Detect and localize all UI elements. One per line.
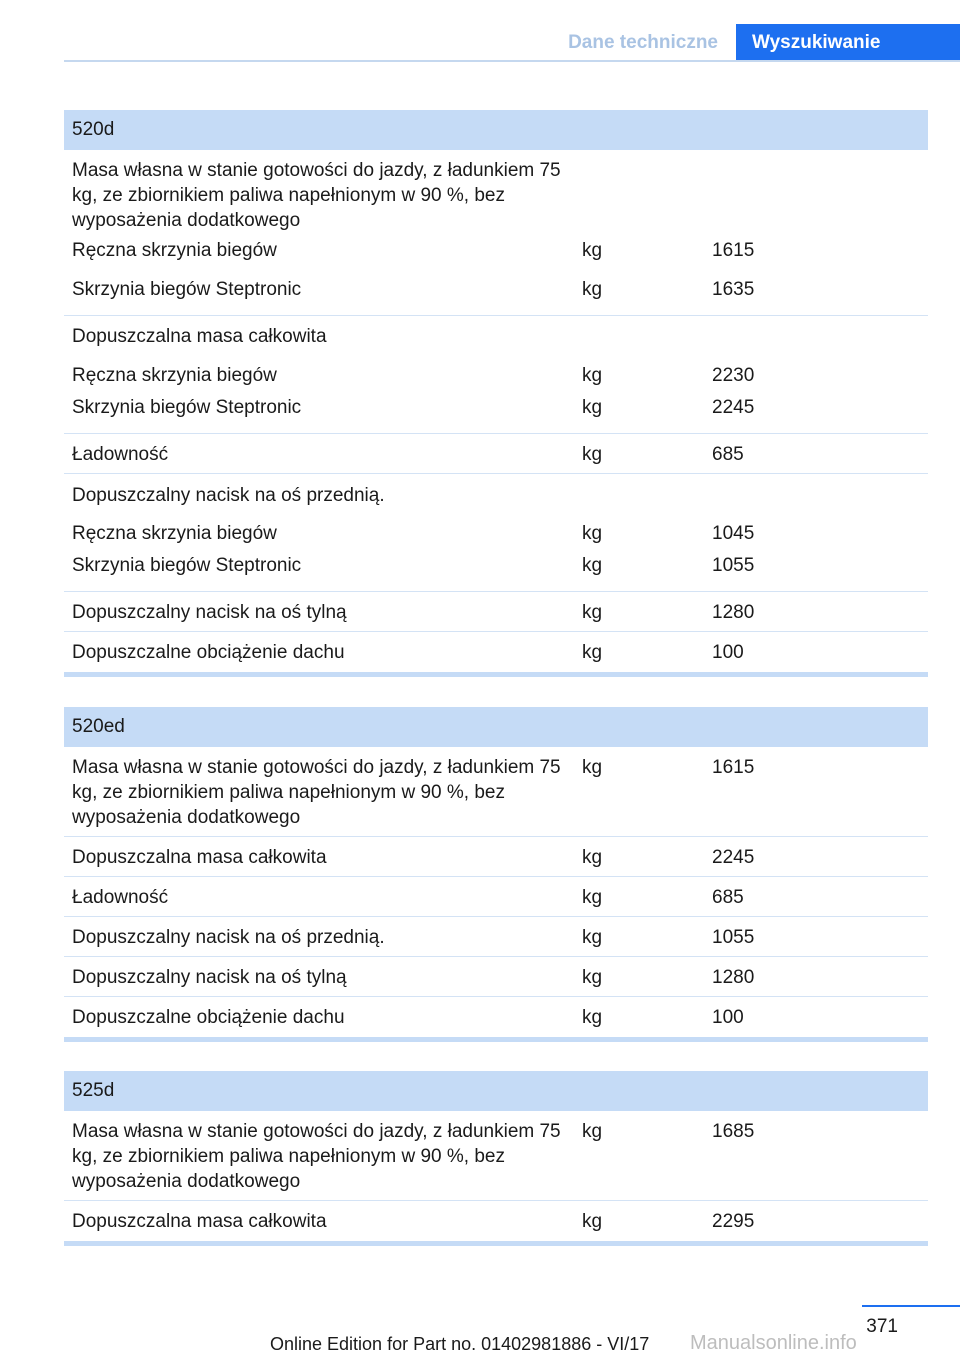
- online-edition-note: Online Edition for Part no. 01402981886 - VI/17: [270, 1334, 650, 1354]
- table-row: [64, 150, 928, 238]
- row-unit: kg: [582, 602, 603, 623]
- row-unit: kg: [582, 887, 603, 908]
- table-row: [64, 474, 928, 514]
- row-value: 1615: [712, 757, 755, 778]
- row-unit: kg: [582, 523, 603, 544]
- row-value: 2245: [712, 847, 755, 868]
- row-label: Dopuszczalne obciążenie dachu: [72, 1007, 345, 1028]
- row-value: 100: [712, 1007, 744, 1028]
- row-value: 1280: [712, 602, 755, 623]
- watermark: Manualsonline.info: [690, 1332, 857, 1354]
- row-value: 2230: [712, 365, 755, 386]
- table-row: [64, 316, 928, 356]
- row-value: 100: [712, 642, 744, 663]
- row-value: 2245: [712, 397, 755, 418]
- header-active-tab[interactable]: Wyszukiwanie: [736, 24, 960, 62]
- row-label: Skrzynia biegów Steptronic: [72, 279, 302, 300]
- table-row: [64, 592, 928, 632]
- row-unit: [582, 483, 712, 514]
- table-title: 520ed: [64, 707, 928, 747]
- table-bottom-rule: [64, 1241, 928, 1246]
- spec-table-525d: [64, 1071, 928, 1246]
- table-title: 525d: [64, 1071, 928, 1111]
- row-value: 1635: [712, 279, 755, 300]
- row-label: Dopuszczalna masa całkowita: [72, 326, 327, 347]
- table-row: [64, 837, 928, 877]
- row-label: Masa własna w stanie gotowości do jazdy, z ładunkiem 75 kg, ze zbiornikiem paliwa napełnionym w 90 %, bez wyposażenia dodatkowego: [72, 1121, 561, 1192]
- header-section-tab[interactable]: Dane techniczne: [568, 32, 718, 53]
- row-value: [712, 483, 928, 514]
- row-label: Dopuszczalna masa całkowita: [72, 1211, 327, 1232]
- row-unit: kg: [582, 927, 603, 948]
- table-row: [64, 1201, 928, 1241]
- row-label: Masa własna w stanie gotowości do jazdy, z ładunkiem 75 kg, ze zbiornikiem paliwa napełnionym w 90 %, bez wyposażenia dodatkowego: [72, 757, 561, 828]
- row-value: 1280: [712, 967, 755, 988]
- table-row: [64, 356, 928, 395]
- row-unit: kg: [582, 397, 603, 418]
- row-label: Ładowność: [72, 887, 169, 908]
- table-row: [64, 514, 928, 553]
- page-number: 371: [866, 1316, 898, 1337]
- row-unit: kg: [582, 757, 603, 778]
- row-unit: kg: [582, 1211, 603, 1232]
- row-unit: [582, 324, 712, 356]
- row-value: 1055: [712, 555, 755, 576]
- row-label: Ładowność: [72, 444, 169, 465]
- row-unit: kg: [582, 1007, 603, 1028]
- row-unit: kg: [582, 847, 603, 868]
- row-label: Ręczna skrzynia biegów: [72, 523, 277, 544]
- table-row: [64, 997, 928, 1037]
- row-unit: kg: [582, 365, 603, 386]
- row-label: Skrzynia biegów Steptronic: [72, 555, 302, 576]
- table-row: [64, 917, 928, 957]
- row-label: Dopuszczalny nacisk na oś tylną: [72, 602, 347, 623]
- row-unit: kg: [582, 240, 603, 261]
- row-label: Skrzynia biegów Steptronic: [72, 397, 302, 418]
- table-row: [64, 277, 928, 316]
- row-unit: [564, 158, 694, 238]
- table-title: 520d: [64, 110, 928, 150]
- table-bottom-rule: [64, 1037, 928, 1042]
- table-row: [64, 434, 928, 474]
- row-unit: kg: [582, 1121, 603, 1142]
- row-value: 1685: [712, 1121, 755, 1142]
- row-value: [712, 324, 928, 356]
- row-label: Dopuszczalny nacisk na oś przednią.: [72, 485, 385, 506]
- row-value: [694, 158, 928, 238]
- row-label: Dopuszczalny nacisk na oś przednią.: [72, 927, 385, 948]
- row-value: 1055: [712, 927, 755, 948]
- footer-rule: [862, 1305, 960, 1307]
- row-value: 1615: [712, 240, 755, 261]
- row-unit: kg: [582, 642, 603, 663]
- row-label: Ręczna skrzynia biegów: [72, 365, 277, 386]
- table-row: [64, 1111, 928, 1201]
- spec-table-520ed: [64, 707, 928, 1042]
- row-label: Dopuszczalne obciążenie dachu: [72, 642, 345, 663]
- row-value: 1045: [712, 523, 755, 544]
- row-unit: kg: [582, 279, 603, 300]
- row-label: Dopuszczalny nacisk na oś tylną: [72, 967, 347, 988]
- row-label: Masa własna w stanie gotowości do jazdy, z ładunkiem 75 kg, ze zbiornikiem paliwa napełnionym w 90 %, bez wyposażenia dodatkowego: [72, 160, 561, 231]
- table-row: [64, 747, 928, 837]
- table-bottom-rule: [64, 672, 928, 677]
- row-unit: kg: [582, 444, 603, 465]
- row-label: Ręczna skrzynia biegów: [72, 240, 277, 261]
- table-row: [64, 957, 928, 997]
- row-label: Dopuszczalna masa całkowita: [72, 847, 327, 868]
- table-row: [64, 395, 928, 434]
- row-unit: kg: [582, 967, 603, 988]
- row-value: 685: [712, 444, 744, 465]
- table-row: [64, 238, 928, 277]
- row-value: 685: [712, 887, 744, 908]
- table-row: [64, 553, 928, 592]
- header-rule: [64, 60, 960, 62]
- row-unit: kg: [582, 555, 603, 576]
- row-value: 2295: [712, 1211, 755, 1232]
- spec-table-520d: [64, 110, 928, 677]
- table-row: [64, 877, 928, 917]
- table-row: [64, 632, 928, 672]
